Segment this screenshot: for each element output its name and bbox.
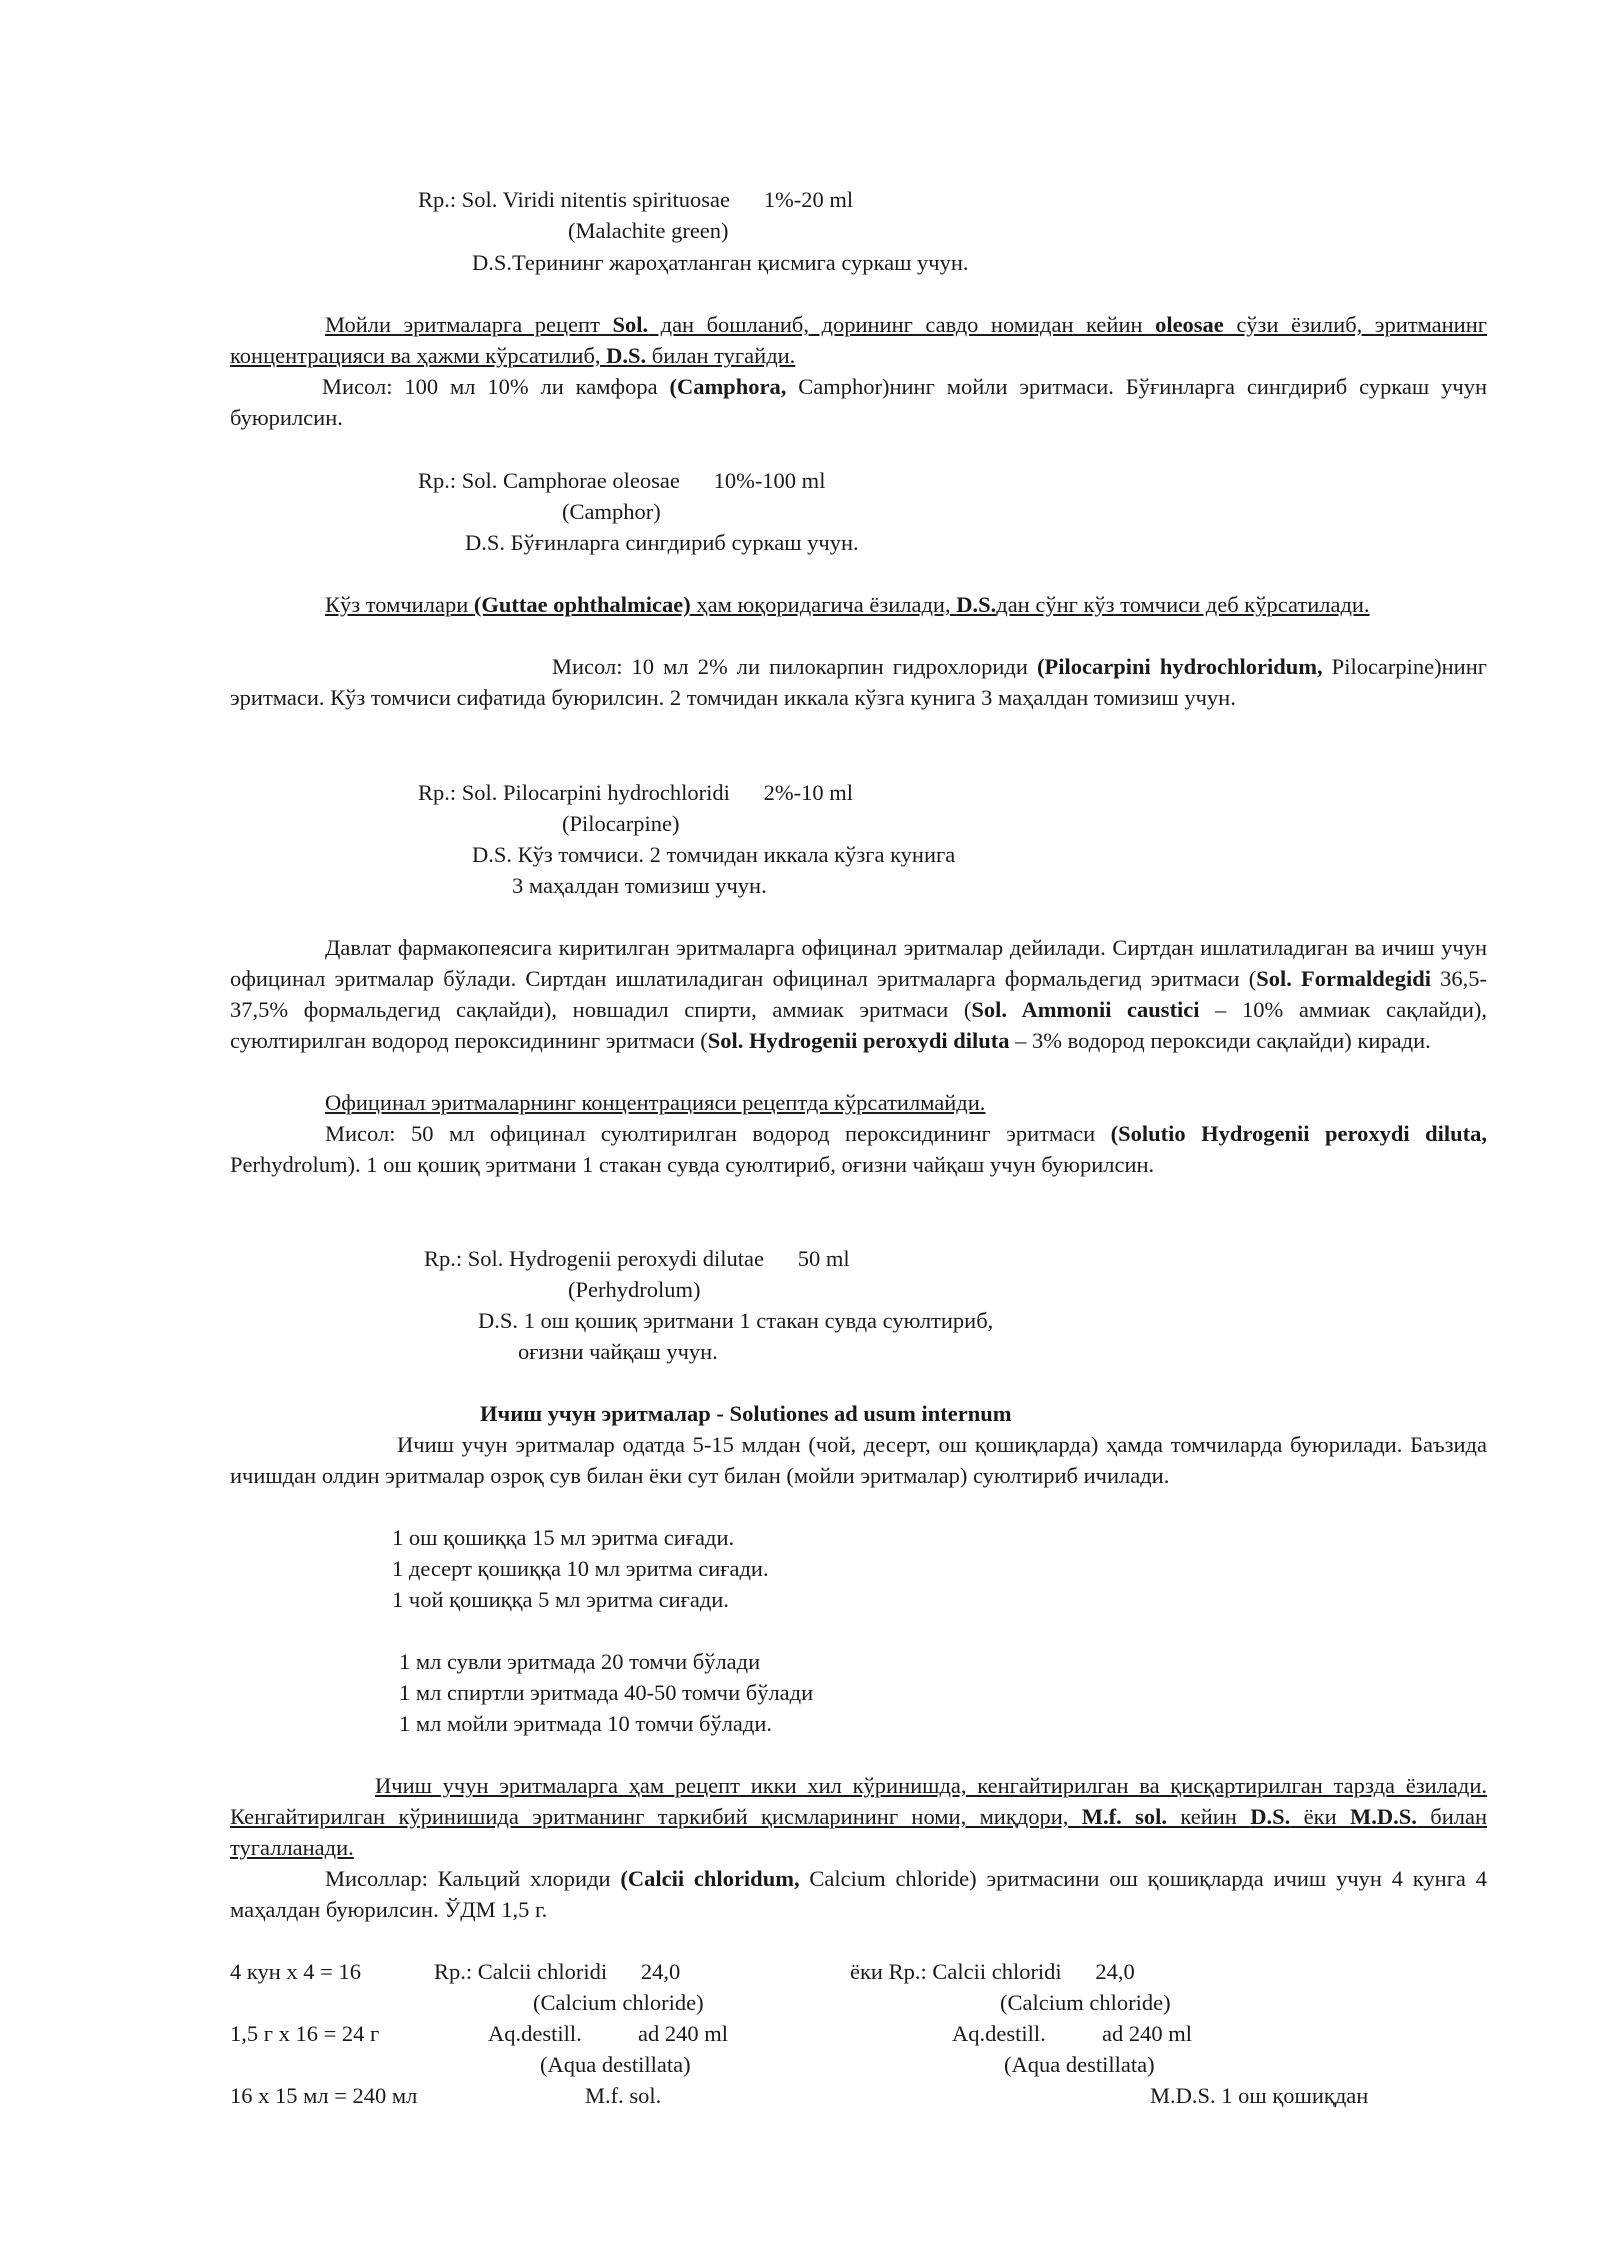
eye-drops-example-paragraph: Мисол: 10 мл 2% ли пилокарпин гидрохлориди (Pilocarpini hydrochloridum, Pilocarpine)нинг эритмаси. Кўз томчиси сифатида буюрилсин. 2 томчидан иккала кўзга кунига 3 маҳалдан томизиш учун. xyxy=(230,654,1487,710)
calc-line-3: 16 х 15 мл = 240 мл xyxy=(230,2083,418,2108)
rx5-line5: M.f. sol. xyxy=(585,2083,662,2108)
internal-rule-paragraph: Ичиш учун эритмаларга ҳам рецепт икки хил кўринишда, кенгайтирилган ва қисқартирилган тарзда ёзилади. Кенгайтирилган кўринишида эритманинг таркибий қисмларининг номи, миқдори, M.f. sol. кейин D.S. ёки M.D.S. билан тугалланади. xyxy=(230,1773,1487,1860)
rx3-line1: Rp.: Sol. Pilocarpini hydrochloridi 2%-10 ml xyxy=(418,780,853,805)
rx3-line2: (Pilocarpine) xyxy=(562,811,680,836)
spoon-line-3: 1 чой қошиққа 5 мл эритма сиғади. xyxy=(392,1587,729,1612)
rx4-line2: (Perhydrolum) xyxy=(568,1277,701,1302)
rx1-line2: (Malachite green) xyxy=(568,218,729,243)
rx5-line1: Rp.: Calcii chloridi 24,0 xyxy=(434,1959,681,1984)
calc-line-2: 1,5 г х 16 = 24 г xyxy=(230,2021,380,2046)
section-title: Ичиш учун эритмалар - Solutiones ad usum internum xyxy=(480,1401,1012,1426)
rx6-line1: ёки Rp.: Calcii chloridi 24,0 xyxy=(850,1959,1135,1984)
spoon-line-1: 1 ош қошиққа 15 мл эритма сиғади. xyxy=(392,1525,735,1550)
rx2-line2: (Camphor) xyxy=(562,499,661,524)
official-solutions-paragraph: Давлат фармакопеясига киритилган эритмаларга официнал эритмалар дейилади. Сиртдан ишлатиладиган ва ичиш учун официнал эритмалар бўлади. Сиртдан ишлатиладиган официнал эритмаларга формальдегид эритмаси (Sol. Formaldegidi 36,5-37,5% формальдегид сақлайди), новшадил спирти, аммиак эритмаси (Sol. Ammonii caustici – 10% аммиак сақлайди), суюлтирилган водород пероксидининг эритмаси (Sol. Hydrogenii peroxydi diluta – 3% водород пероксиди сақлайди) киради. xyxy=(230,935,1487,1053)
drops-line-3: 1 мл мойли эритмада 10 томчи бўлади. xyxy=(399,1711,773,1736)
rx5-line2: (Calcium chloride) xyxy=(533,1990,704,2015)
internal-example-paragraph: Мисоллар: Кальций хлориди (Calcii chloridum, Calcium chloride) эритмасини ош қошиқларда ичиш учун 4 кунга 4 маҳалдан буюрилсин. ЎДМ 1,5 г. xyxy=(230,1866,1487,1922)
internal-intro-paragraph: Ичиш учун эритмалар одатда 5-15 млдан (чой, десерт, ош қошиқларда) ҳамда томчиларда буюрилади. Баъзида ичишдан олдин эритмалар озроқ сув билан ёки сут билан (мойли эритмалар) суюлтириб ичилади. xyxy=(230,1432,1487,1488)
official-example-paragraph: Мисол: 50 мл официнал суюлтирилган водород пероксидининг эритмаси (Solutio Hydrogenii peroxydi diluta, Perhydrolum). 1 ош қошиқ эритмани 1 стакан сувда суюлтириб, оғизни чайқаш учун буюрилсин. xyxy=(230,1121,1487,1177)
rx4-line3: D.S. 1 ош қошиқ эритмани 1 стакан сувда суюлтириб, xyxy=(478,1308,994,1333)
rx1-line1: Rp.: Sol. Viridi nitentis spirituosae 1%-20 ml xyxy=(418,187,854,212)
rx6-line3: Aq.destill. ad 240 ml xyxy=(952,2021,1192,2046)
rx3-line3: D.S. Кўз томчиси. 2 томчидан иккала кўзга кунига xyxy=(472,842,956,867)
rx3-line4: 3 маҳалдан томизиш учун. xyxy=(512,873,767,898)
rx2-line1: Rp.: Sol. Camphorae oleosae 10%-100 ml xyxy=(418,468,826,493)
drops-line-1: 1 мл сувли эритмада 20 томчи бўлади xyxy=(399,1649,761,1674)
rx6-line5: M.D.S. 1 ош қошиқдан xyxy=(1150,2083,1369,2108)
calc-line-1: 4 кун х 4 = 16 xyxy=(230,1959,361,1984)
spoon-line-2: 1 десерт қошиққа 10 мл эритма сиғади. xyxy=(392,1556,769,1581)
oil-rule-paragraph: Мойли эритмаларга рецепт Sol. дан бошланиб, дорининг савдо номидан кейин oleosae сўзи ёзилиб, эритманинг концентрацияси ва ҳажми кўрсатилиб, D.S. билан тугайди. xyxy=(230,312,1487,368)
rx1-line3: D.S.Терининг жароҳатланган қисмига суркаш учун. xyxy=(472,250,969,275)
rx6-line2: (Calcium chloride) xyxy=(1000,1990,1171,2015)
official-concentration-note: Официнал эритмаларнинг концентрацияси рецептда кўрсатилмайди. xyxy=(325,1090,986,1115)
rx2-line3: D.S. Бўғинларга сингдириб суркаш учун. xyxy=(465,530,859,555)
rx4-line4: оғизни чайқаш учун. xyxy=(518,1339,718,1364)
oil-example-paragraph: Мисол: 100 мл 10% ли камфора (Camphora, Camphor)нинг мойли эритмаси. Бўғинларга сингдириб суркаш учун буюрилсин. xyxy=(230,374,1487,430)
rx5-line4: (Aqua destillata) xyxy=(540,2052,691,2077)
rx5-line3: Aq.destill. ad 240 ml xyxy=(488,2021,728,2046)
rx6-line4: (Aqua destillata) xyxy=(1004,2052,1155,2077)
drops-line-2: 1 мл спиртли эритмада 40-50 томчи бўлади xyxy=(399,1680,814,1705)
eye-drops-rule-paragraph: Кўз томчилари (Guttae ophthalmicae) ҳам юқоридагича ёзилади, D.S.дан сўнг кўз томчиси деб кўрсатилади. xyxy=(325,592,1370,617)
rx4-line1: Rp.: Sol. Hydrogenii peroxydi dilutae 50 ml xyxy=(424,1246,850,1271)
